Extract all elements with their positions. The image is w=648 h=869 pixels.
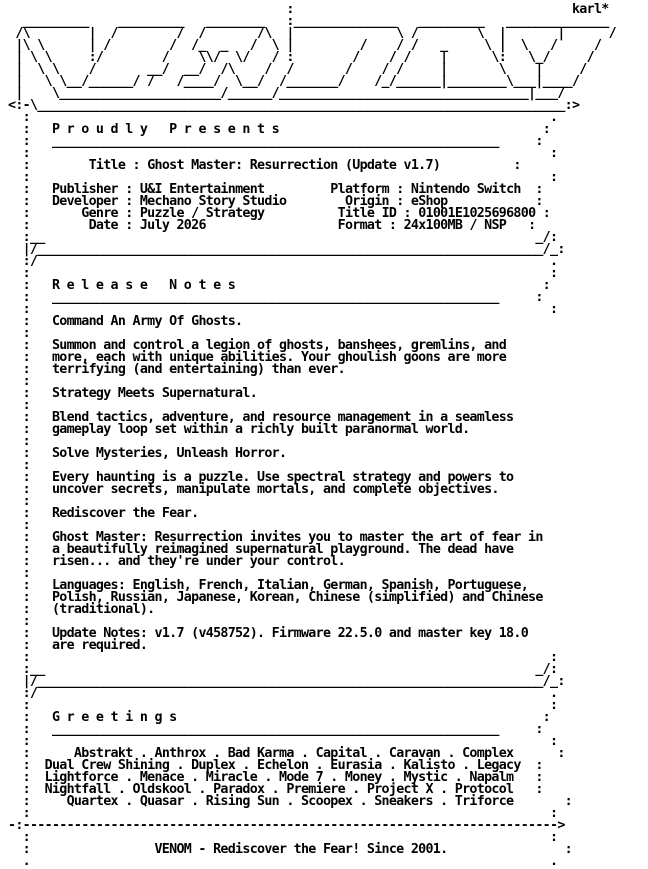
divider-line: :__ _/: <box>8 230 558 245</box>
nfo-document <box>8 4 616 868</box>
note-line: : Every haunting is a puzzle. Use spectral strategy and powers to <box>8 470 514 485</box>
greet-line: : Nightfall . Oldskool . Paradox . Premiere . Project X . Protocol : <box>8 782 543 797</box>
greet-line: : Lightforce . Menace . Miracle . Mode 7 . Money . Mystic . Napalm : <box>8 770 543 785</box>
note-text: Command An Army Of Ghosts. <box>51 314 243 329</box>
titleid-label: Title ID <box>337 206 397 221</box>
greet-line: : Abstrakt . Anthrox . Bad Karma . Capital . Caravan . Complex : <box>8 746 565 761</box>
note-line: : <box>8 566 52 581</box>
platform-label: Platform <box>330 182 389 197</box>
logo-line: /\ | / / / /\ | \ / \ | | / <box>8 26 616 41</box>
note-line: : Command An Army Of Ghosts. <box>8 314 243 329</box>
note-text: more, each with unique abilities. Your ghoulish goons are more <box>51 350 507 365</box>
divider-line: |/_____________________________________________________________________/_: <box>8 242 565 257</box>
note-text: terrifying (and entertaining) than ever. <box>51 362 345 377</box>
note-line: : <box>8 434 52 449</box>
note-line: : <box>8 326 52 341</box>
logo-line: : karl* <box>8 2 609 17</box>
logo-line: | \ \ / __/ __/ /\ / / / / / | \ | / <box>8 62 587 77</box>
release-title: Ghost Master: Resurrection (Update v1.7) <box>147 158 441 173</box>
note-line: : Blend tactics, adventure, and resource management in a seamless <box>8 410 514 425</box>
logo-line: | \ \ :/ / \\/ \/ / : / / / | \: \_/ / <box>8 50 594 65</box>
title-label: Title <box>88 158 126 173</box>
note-text: uncover secrets, manipulate mortals, and complete objectives. <box>51 482 499 497</box>
frame-line: : : <box>8 830 558 845</box>
platform-value: Nintendo Switch <box>410 182 521 197</box>
notes-heading-line: : R e l e a s e N o t e s : <box>8 278 551 293</box>
note-line: : uncover secrets, manipulate mortals, and complete objectives. <box>8 482 499 497</box>
footer-line: : VENOM - Rediscover the Fear! Since 2001. : <box>8 842 572 857</box>
greet-line: : Quartex . Quasar . Rising Sun . Scoopex . Sneakers . Triforce : <box>8 794 572 809</box>
note-line: : a beautifully reimagined supernatural playground. The dead have <box>8 542 514 557</box>
note-text: (traditional). <box>51 602 155 617</box>
greet-text: Abstrakt . Anthrox . Bad Karma . Capital . Caravan . Complex <box>73 746 514 761</box>
note-text: gameplay loop set within a richly built paranormal world. <box>51 422 470 437</box>
note-text: are required. <box>51 638 148 653</box>
format-label: Format <box>337 218 382 233</box>
publisher-label: Publisher <box>51 182 118 197</box>
note-line: : <box>8 398 52 413</box>
logo-line: | \______________________/______/__________________________________|___/ <box>8 86 565 101</box>
note-line: : <box>8 374 52 389</box>
note-line: : Languages: English, French, Italian, German, Spanish, Portuguese, <box>8 578 529 593</box>
note-line: : Rediscover the Fear. <box>8 506 199 521</box>
frame-line: . . <box>8 854 558 869</box>
greet-line: : Dual Crew Shining . Duplex . Echelon . Eurasia . Kalisto . Legacy : <box>8 758 543 773</box>
frame-line: : : <box>8 170 558 185</box>
note-line: : more, each with unique abilities. Your ghoulish goons are more <box>8 350 507 365</box>
note-text: Polish, Russian, Japanese, Korean, Chinese (simplified) and Chinese <box>51 590 543 605</box>
info-line: : Developer : Mechano Story Studio Origin : eShop : <box>8 194 543 209</box>
notes-heading: R e l e a s e N o t e s <box>51 278 236 293</box>
rule-line: : _____________________________________________________________ : <box>8 722 543 737</box>
note-line: : Polish, Russian, Japanese, Korean, Chinese (simplified) and Chinese <box>8 590 543 605</box>
logo-line: |\ \ | / / /_ _ / \ | / / / _ \ | \ / / <box>8 38 602 53</box>
info-line: : Genre : Puzzle / Strategy Title ID : 01001E1025696800 : <box>8 206 551 221</box>
note-line: : Ghost Master: Resurrection invites you to master the art of fear in <box>8 530 543 545</box>
origin-value: eShop <box>410 194 448 209</box>
note-text: Blend tactics, adventure, and resource management in a seamless <box>51 410 514 425</box>
title-line: : Title : Ghost Master: Resurrection (Update v1.7) : <box>8 158 521 173</box>
note-text: Languages: English, French, Italian, German, Spanish, Portuguese, <box>51 578 529 593</box>
divider-line: :/ . <box>8 686 558 701</box>
note-text: Every haunting is a puzzle. Use spectral strategy and powers to <box>51 470 514 485</box>
frame-line: : : <box>8 806 558 821</box>
bottom-divider: -:-------------------------------------------------------------------------> <box>8 818 565 833</box>
date-label: Date <box>88 218 118 233</box>
note-text: a beautifully reimagined supernatural playground. The dead have <box>51 542 514 557</box>
note-line: : Strategy Meets Supernatural. <box>8 386 258 401</box>
info-line: : Date : July 2026 Format : 24x100MB / NSP : <box>8 218 536 233</box>
frame-line: : : <box>8 734 558 749</box>
note-text: Strategy Meets Supernatural. <box>51 386 258 401</box>
frame-line: : : <box>8 302 558 317</box>
origin-label: Origin <box>344 194 389 209</box>
note-line: : risen... and they're under your control. <box>8 554 345 569</box>
publisher-value: U&I Entertainment <box>139 182 265 197</box>
note-line: : gameplay loop set within a richly built paranormal world. <box>8 422 470 437</box>
note-line: : Solve Mysteries, Unleash Horror. <box>8 446 287 461</box>
frame-line: : : <box>8 266 558 281</box>
note-line: : <box>8 494 52 509</box>
note-text: Solve Mysteries, Unleash Horror. <box>51 446 287 461</box>
greetings-heading: G r e e t i n g s <box>51 710 177 725</box>
frame-line: : : <box>8 650 558 665</box>
footer-tagline: VENOM - Rediscover the Fear! Since 2001. <box>154 842 448 857</box>
greet-text: Nightfall . Oldskool . Paradox . Premiere . Project X . Protocol <box>44 782 514 797</box>
note-line: : Update Notes: v1.7 (v458752). Firmware 22.5.0 and master key 18.0 <box>8 626 529 641</box>
presents-heading-line: : P r o u d l y P r e s e n t s : <box>8 122 551 137</box>
note-text: Ghost Master: Resurrection invites you to master the art of fear in <box>51 530 543 545</box>
note-line: : <box>8 614 52 629</box>
divider-line: |/_____________________________________________________________________/_: <box>8 674 565 689</box>
note-line: : <box>8 518 52 533</box>
greet-text: Dual Crew Shining . Duplex . Echelon . Eurasia . Kalisto . Legacy <box>44 758 521 773</box>
note-text: Summon and control a legion of ghosts, banshees, gremlins, and <box>51 338 507 353</box>
frame-line: : : <box>8 146 558 161</box>
genre-value: Puzzle / Strategy <box>139 206 265 221</box>
note-line: : terrifying (and entertaining) than ever. <box>8 362 345 377</box>
divider-line: :__ _/: <box>8 662 558 677</box>
greetings-heading-line: : G r e e t i n g s : <box>8 710 551 725</box>
note-text: risen... and they're under your control. <box>51 554 345 569</box>
rule-line: : _____________________________________________________________ : <box>8 290 543 305</box>
format-value: 24x100MB / NSP <box>403 218 507 233</box>
logo-line: | \ \__/______/ / /____/ \__/ /_______/ /_/______|________\___|____/ <box>8 74 580 89</box>
note-text: Update Notes: v1.7 (v458752). Firmware 22.5.0 and master key 18.0 <box>51 626 529 641</box>
note-text: Rediscover the Fear. <box>51 506 199 521</box>
note-line: : are required. <box>8 638 148 653</box>
divider-line: :/ . <box>8 254 558 269</box>
frame-line: : : <box>8 698 558 713</box>
note-line: : Summon and control a legion of ghosts, banshees, gremlins, and <box>8 338 507 353</box>
logo-line: <:-\________________________________________________________________________:> <box>8 98 580 113</box>
logo-line: _________ _________ ________ :______________ _________ ______________ <box>8 14 609 29</box>
greet-text: Lightforce . Menace . Miracle . Mode 7 . Money . Mystic . Napalm <box>44 770 514 785</box>
info-line: : Publisher : U&I Entertainment Platform : Nintendo Switch : <box>8 182 543 197</box>
presents-heading: P r o u d l y P r e s e n t s <box>51 122 280 137</box>
note-line: : <box>8 458 52 473</box>
rule-line: : _____________________________________________________________ : <box>8 134 543 149</box>
note-line: : (traditional). <box>8 602 155 617</box>
greet-text: Quartex . Quasar . Rising Sun . Scoopex . Sneakers . Triforce <box>66 794 514 809</box>
genre-label: Genre <box>81 206 118 221</box>
developer-value: Mechano Story Studio <box>139 194 287 209</box>
date-value: July 2026 <box>139 218 206 233</box>
frame-line: : . <box>8 110 558 125</box>
developer-label: Developer <box>51 194 118 209</box>
titleid-value: 01001E1025696800 <box>418 206 536 221</box>
